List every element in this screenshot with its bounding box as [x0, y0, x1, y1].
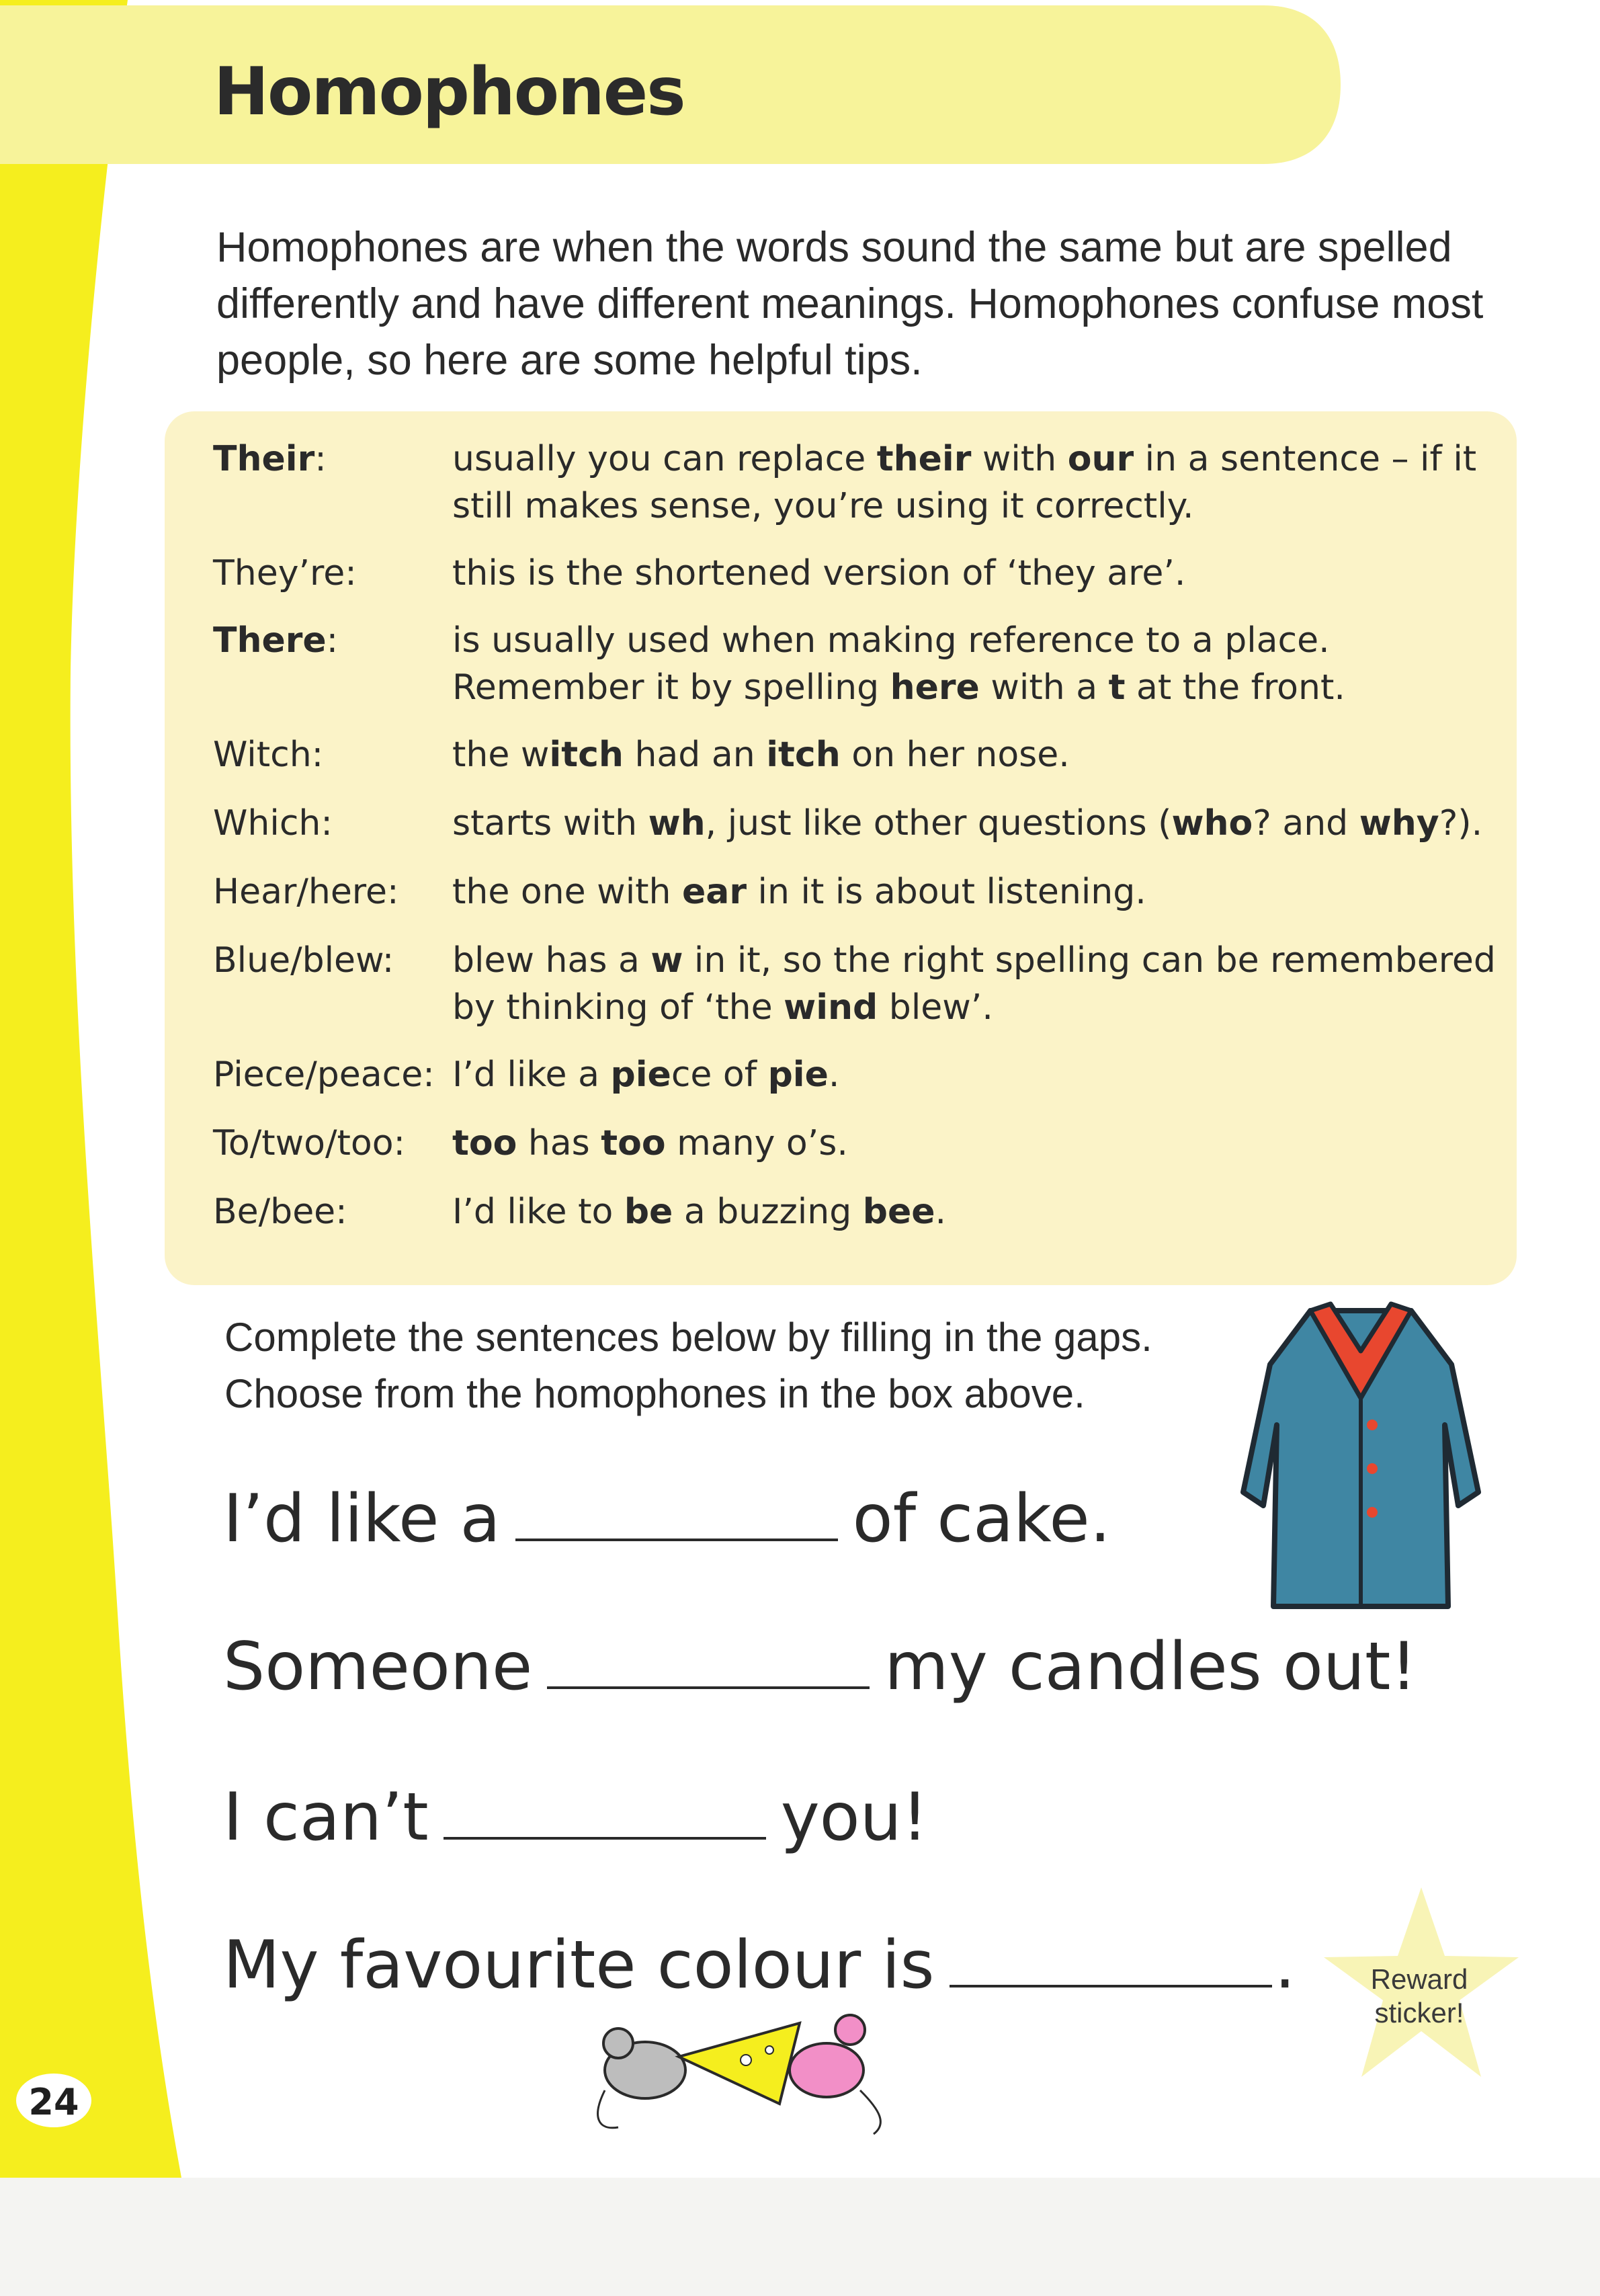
tip-explanation: starts with wh, just like other questions (who? and why?). [452, 803, 1483, 844]
page-number: 24 [28, 2081, 79, 2123]
tip-explanation: is usually used when making reference to a place. Remember it by spelling here with a t at the front. [452, 620, 1345, 708]
tip-explanation: the witch had an itch on her nose. [452, 735, 1070, 775]
instruction-line: Choose from the homophones in the box above. [224, 1371, 1085, 1416]
reward-line: Reward [1370, 1963, 1468, 1995]
tip-word: Which: [213, 803, 333, 844]
tip-word: Hear/here: [213, 872, 399, 912]
answer-gap[interactable] [444, 1790, 766, 1840]
page-bottom-margin [0, 2178, 1600, 2296]
tip-explanation: the one with ear in it is about listening. [452, 872, 1146, 912]
tip-explanation: blew has a w in it, so the right spelling can be remembered by thinking of ‘the wind blew’. [452, 940, 1496, 1028]
sentence-start: My favourite colour is [223, 1927, 935, 2004]
tip-explanation: too has too many o’s. [452, 1123, 848, 1163]
answer-gap[interactable] [547, 1639, 870, 1689]
tip-word: Piece/peace: [213, 1055, 435, 1095]
answer-gap[interactable] [950, 1938, 1272, 1987]
intro-line: people, so here are some helpful tips. [216, 337, 923, 384]
tip-explanation: this is the shortened version of ‘they are’. [452, 553, 1186, 593]
homophone-tips-box [165, 411, 1517, 1285]
tip-word: Their: [213, 439, 327, 479]
sentence-end: . [1274, 1927, 1296, 2004]
tip-word: There: [213, 620, 339, 661]
sentence-end: of cake. [852, 1481, 1111, 1557]
mice-cheese-illustration [578, 1990, 900, 2144]
tip-word: Blue/blew: [213, 940, 394, 981]
fill-in-sentence [223, 1777, 928, 1858]
reward-sticker-label [1339, 1963, 1500, 2030]
answer-gap[interactable] [515, 1491, 838, 1541]
sentence-end: you! [780, 1779, 929, 1856]
tip-word: To/two/too: [213, 1123, 406, 1163]
fill-in-sentence [223, 1479, 1111, 1559]
sentence-end: my candles out! [884, 1629, 1417, 1705]
tip-word: They’re: [213, 553, 357, 593]
tip-explanation: usually you can replace their with our in a sentence – if it still makes sense, you’re using it correctly. [452, 439, 1477, 526]
intro-line: differently and have different meanings. Homophones confuse most [216, 280, 1484, 327]
reward-line: sticker! [1374, 1997, 1464, 2028]
intro-line: Homophones are when the words sound the same but are spelled [216, 224, 1452, 271]
tip-explanation: I’d like to be a buzzing bee. [452, 1192, 947, 1232]
page-title: Homophones [214, 54, 685, 130]
sentence-start: I can’t [223, 1779, 429, 1856]
tip-explanation: I’d like a piece of pie. [452, 1055, 840, 1095]
intro-paragraph [216, 219, 1520, 388]
instruction-line: Complete the sentences below by filling in the gaps. [224, 1315, 1152, 1360]
blue-coat-illustration [1230, 1290, 1492, 1627]
sentence-start: Someone [223, 1629, 533, 1705]
fill-in-sentence [223, 1627, 1417, 1707]
tip-word: Witch: [213, 735, 324, 775]
sentence-start: I’d like a [223, 1481, 501, 1557]
tip-word: Be/bee: [213, 1192, 347, 1232]
exercise-instructions [224, 1309, 1266, 1422]
